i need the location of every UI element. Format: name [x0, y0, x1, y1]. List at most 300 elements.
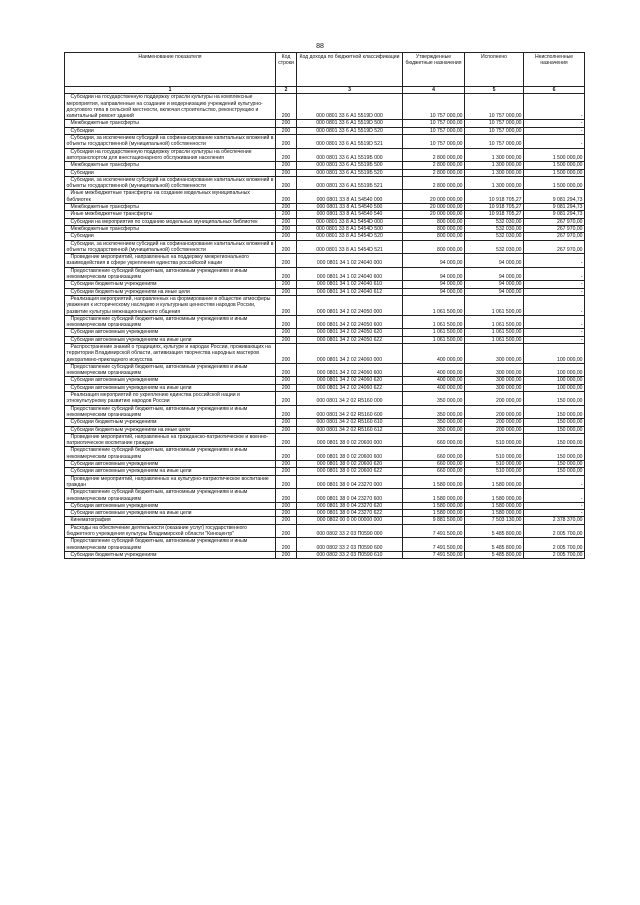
- cell-executed: 1 061 500,00: [465, 315, 524, 329]
- cell-classification-code: 000 0801 34 2 02 24060 600: [297, 363, 403, 377]
- cell-line-code: 200: [276, 281, 297, 288]
- cell-executed: 5 485 800,00: [465, 524, 524, 538]
- table-row: [65, 162, 585, 169]
- cell-approved: 20 000 000,00: [403, 190, 465, 204]
- cell-unexecuted: -: [524, 502, 585, 509]
- table-row: [65, 288, 585, 295]
- cell-executed: 510 000,00: [465, 461, 524, 468]
- cell-classification-code: 000 0801 33 8 А1 5454D 000: [297, 218, 403, 225]
- cell-executed: 1 580 000,00: [465, 502, 524, 509]
- cell-classification-code: 000 0801 33 6 А1 5519D 521: [297, 135, 403, 149]
- cell-classification-code: 000 0801 34 2 02 24050 600: [297, 315, 403, 329]
- cell-indicator-name: Субсидии: [65, 233, 276, 240]
- cell-indicator-name: Иные межбюджетные трансферты: [65, 211, 276, 218]
- cell-classification-code: 000 0801 34 1 02 24040 000: [297, 254, 403, 268]
- cell-unexecuted: -: [524, 281, 585, 288]
- cell-unexecuted: -: [524, 510, 585, 517]
- cell-classification-code: 000 0801 38 0 02 20600 620: [297, 461, 403, 468]
- cell-executed: 10 757 000,00: [465, 127, 524, 134]
- cell-line-code: 200: [276, 267, 297, 281]
- cell-unexecuted: 2 005 700,00: [524, 538, 585, 552]
- cell-unexecuted: 150 000,00: [524, 392, 585, 406]
- cell-line-code: 200: [276, 461, 297, 468]
- table-row: [65, 135, 585, 149]
- table-row: [65, 392, 585, 406]
- cell-line-code: 200: [276, 176, 297, 190]
- cell-indicator-name: Субсидии автономным учреждениям на иные цели: [65, 510, 276, 517]
- cell-approved: 400 000,00: [403, 363, 465, 377]
- cell-unexecuted: 100 000,00: [524, 377, 585, 384]
- header-indicator-name: Наименование показателя: [65, 53, 276, 87]
- cell-line-code: 200: [276, 551, 297, 558]
- cell-classification-code: 000 0801 33 8 А1 5454D 521: [297, 240, 403, 254]
- table-row: [65, 419, 585, 426]
- table-row: [65, 426, 585, 433]
- cell-indicator-name: Реализация мероприятий, направленных на формирование в обществе атмосферы уважения к историческому наследию и культурным ценностям народов России, развитие культуры межнационального общения: [65, 295, 276, 315]
- cell-unexecuted: 2 005 700,00: [524, 524, 585, 538]
- cell-approved: 660 000,00: [403, 468, 465, 475]
- table-row: [65, 433, 585, 447]
- header-row: [65, 53, 585, 87]
- cell-unexecuted: -: [524, 288, 585, 295]
- cell-indicator-name: Межбюджетные трансферты: [65, 225, 276, 232]
- cell-indicator-name: Субсидии на мероприятия по созданию модельных муниципальных библиотек: [65, 218, 276, 225]
- table-row: [65, 336, 585, 343]
- column-number: 3: [297, 87, 403, 94]
- cell-indicator-name: Реализация мероприятий по укреплению единства российской нации и этнокультурному развитию народов России: [65, 392, 276, 406]
- cell-classification-code: 000 0801 33 6 А1 5519Б 520: [297, 169, 403, 176]
- cell-unexecuted: 267 970,00: [524, 225, 585, 232]
- cell-approved: 7 491 500,00: [403, 524, 465, 538]
- cell-unexecuted: 150 000,00: [524, 461, 585, 468]
- table-row: [65, 524, 585, 538]
- cell-unexecuted: 1 500 000,00: [524, 176, 585, 190]
- cell-indicator-name: Межбюджетные трансферты: [65, 204, 276, 211]
- cell-executed: 200 000,00: [465, 419, 524, 426]
- cell-executed: 532 030,00: [465, 225, 524, 232]
- cell-indicator-name: Распространение знаний о традициях, культуре и народах России, проживающих на территории Владимирской области, активизация творчества народных мастеров декоративно-прикладного искусства: [65, 343, 276, 363]
- cell-classification-code: 000 0801 38 0 04 23270 622: [297, 510, 403, 517]
- cell-line-code: 200: [276, 204, 297, 211]
- cell-executed: 200 000,00: [465, 392, 524, 406]
- cell-executed: 1 300 000,00: [465, 169, 524, 176]
- table-row: [65, 502, 585, 509]
- table-row: [65, 405, 585, 419]
- cell-executed: 10 757 000,00: [465, 135, 524, 149]
- cell-classification-code: 000 0801 34 2 02 24060 000: [297, 343, 403, 363]
- column-number: 2: [276, 87, 297, 94]
- cell-unexecuted: 267 970,00: [524, 240, 585, 254]
- cell-indicator-name: Субсидии автономным учреждениям: [65, 329, 276, 336]
- cell-classification-code: 000 0801 34 1 02 24040 612: [297, 288, 403, 295]
- cell-unexecuted: -: [524, 94, 585, 120]
- cell-classification-code: 000 0801 38 0 04 23270 000: [297, 475, 403, 489]
- cell-executed: 532 030,00: [465, 233, 524, 240]
- cell-unexecuted: 9 081 294,73: [524, 211, 585, 218]
- cell-approved: 400 000,00: [403, 384, 465, 391]
- table-row: [65, 517, 585, 524]
- cell-classification-code: 000 0801 33 8 А1 5454D 500: [297, 225, 403, 232]
- cell-line-code: 200: [276, 510, 297, 517]
- cell-executed: 5 485 800,00: [465, 551, 524, 558]
- cell-line-code: 200: [276, 94, 297, 120]
- cell-indicator-name: Субсидии бюджетным учреждениям на иные цели: [65, 288, 276, 295]
- cell-line-code: 200: [276, 288, 297, 295]
- cell-classification-code: 000 0801 38 0 02 20600 600: [297, 447, 403, 461]
- cell-classification-code: 000 0801 34 2 02 24050 000: [297, 295, 403, 315]
- cell-indicator-name: Субсидии бюджетным учреждениям: [65, 281, 276, 288]
- cell-approved: 94 000,00: [403, 267, 465, 281]
- cell-approved: 1 061 500,00: [403, 295, 465, 315]
- table-row: [65, 94, 585, 120]
- cell-classification-code: 000 0801 34 2 02 24060 620: [297, 377, 403, 384]
- cell-line-code: 200: [276, 538, 297, 552]
- column-number: 5: [465, 87, 524, 94]
- cell-line-code: 200: [276, 405, 297, 419]
- cell-approved: 9 881 500,00: [403, 517, 465, 524]
- column-number: 6: [524, 87, 585, 94]
- cell-classification-code: 000 0801 33 6 А1 5519Б 500: [297, 162, 403, 169]
- budget-execution-table: [64, 52, 585, 559]
- cell-approved: 350 000,00: [403, 426, 465, 433]
- cell-classification-code: 000 0801 38 0 02 20600 000: [297, 433, 403, 447]
- cell-executed: 510 000,00: [465, 433, 524, 447]
- cell-executed: 1 061 500,00: [465, 336, 524, 343]
- table-row: [65, 148, 585, 162]
- cell-executed: 510 000,00: [465, 447, 524, 461]
- table-row: [65, 204, 585, 211]
- cell-approved: 1 580 000,00: [403, 475, 465, 489]
- cell-approved: 660 000,00: [403, 447, 465, 461]
- table-row: [65, 211, 585, 218]
- cell-approved: 94 000,00: [403, 281, 465, 288]
- cell-unexecuted: 150 000,00: [524, 433, 585, 447]
- cell-approved: 400 000,00: [403, 343, 465, 363]
- table-row: [65, 329, 585, 336]
- cell-approved: 1 580 000,00: [403, 502, 465, 509]
- cell-indicator-name: Проведение мероприятий, направленных на гражданско-патриотическое и военно-патриотическое воспитание граждан: [65, 433, 276, 447]
- cell-executed: 1 300 000,00: [465, 162, 524, 169]
- cell-indicator-name: Предоставление субсидий бюджетным, автономным учреждениям и иным некоммерческим организациям: [65, 538, 276, 552]
- column-number: 4: [403, 87, 465, 94]
- cell-classification-code: 000 0801 34 2 02 R5160 000: [297, 392, 403, 406]
- table-row: [65, 475, 585, 489]
- table-row: [65, 240, 585, 254]
- cell-indicator-name: Предоставление субсидий бюджетным, автономным учреждениям и иным некоммерческим организациям: [65, 267, 276, 281]
- table-row: [65, 461, 585, 468]
- cell-classification-code: 000 0802 00 0 00 00000 000: [297, 517, 403, 524]
- cell-executed: 532 030,00: [465, 218, 524, 225]
- cell-executed: 200 000,00: [465, 426, 524, 433]
- cell-approved: 350 000,00: [403, 392, 465, 406]
- table-row: [65, 315, 585, 329]
- cell-executed: 7 503 130,00: [465, 517, 524, 524]
- cell-approved: 10 757 000,00: [403, 135, 465, 149]
- cell-classification-code: 000 0801 38 0 04 23270 620: [297, 502, 403, 509]
- cell-unexecuted: -: [524, 475, 585, 489]
- cell-indicator-name: Проведение мероприятий, направленных на культурно-патриотическое воспитание граждан: [65, 475, 276, 489]
- cell-approved: 7 491 500,00: [403, 538, 465, 552]
- cell-classification-code: 000 0801 33 8 А1 54540 500: [297, 204, 403, 211]
- cell-line-code: 200: [276, 218, 297, 225]
- table-row: [65, 538, 585, 552]
- table-row: [65, 510, 585, 517]
- cell-approved: 350 000,00: [403, 419, 465, 426]
- cell-approved: 10 757 000,00: [403, 127, 465, 134]
- cell-line-code: 200: [276, 336, 297, 343]
- cell-line-code: 200: [276, 127, 297, 134]
- cell-line-code: 200: [276, 419, 297, 426]
- table-row: [65, 176, 585, 190]
- cell-executed: 94 000,00: [465, 254, 524, 268]
- cell-approved: 800 000,00: [403, 233, 465, 240]
- cell-indicator-name: Субсидии: [65, 127, 276, 134]
- cell-line-code: 200: [276, 392, 297, 406]
- cell-unexecuted: 100 000,00: [524, 384, 585, 391]
- cell-unexecuted: -: [524, 127, 585, 134]
- cell-unexecuted: 9 081 294,73: [524, 204, 585, 211]
- cell-classification-code: 000 0801 34 2 02 24050 622: [297, 336, 403, 343]
- cell-approved: 10 757 000,00: [403, 120, 465, 127]
- table-row: [65, 295, 585, 315]
- cell-unexecuted: -: [524, 135, 585, 149]
- table-row: [65, 233, 585, 240]
- cell-executed: 300 000,00: [465, 363, 524, 377]
- cell-approved: 800 000,00: [403, 218, 465, 225]
- cell-approved: 2 800 000,00: [403, 148, 465, 162]
- cell-executed: 1 580 000,00: [465, 510, 524, 517]
- cell-executed: 10 918 705,27: [465, 190, 524, 204]
- cell-executed: 10 918 705,27: [465, 204, 524, 211]
- cell-unexecuted: 2 378 370,00: [524, 517, 585, 524]
- cell-approved: 400 000,00: [403, 377, 465, 384]
- cell-executed: 300 000,00: [465, 343, 524, 363]
- cell-line-code: 200: [276, 426, 297, 433]
- cell-unexecuted: 1 500 000,00: [524, 148, 585, 162]
- cell-unexecuted: 100 000,00: [524, 343, 585, 363]
- cell-indicator-name: Предоставление субсидий бюджетным, автономным учреждениям и иным некоммерческим организациям: [65, 363, 276, 377]
- table-row: [65, 281, 585, 288]
- cell-indicator-name: Субсидии на государственную поддержку отрасли культуры на комплексные мероприятия, направленные на создание и модернизацию учреждений культурно-досугового типа в сельской местности, включая строительство, реконструкцию и капитальный ремонт зданий: [65, 94, 276, 120]
- cell-line-code: 200: [276, 329, 297, 336]
- table-row: [65, 468, 585, 475]
- cell-unexecuted: 9 081 294,73: [524, 190, 585, 204]
- table-row: [65, 489, 585, 503]
- cell-classification-code: 000 0802 33 2 03 П0590 610: [297, 551, 403, 558]
- cell-line-code: 200: [276, 363, 297, 377]
- cell-classification-code: 000 0801 34 2 02 R5160 612: [297, 426, 403, 433]
- cell-executed: 300 000,00: [465, 377, 524, 384]
- cell-classification-code: 000 0802 33 2 03 П0590 600: [297, 538, 403, 552]
- cell-unexecuted: -: [524, 295, 585, 315]
- cell-approved: 20 000 000,00: [403, 211, 465, 218]
- cell-line-code: 200: [276, 233, 297, 240]
- cell-approved: 800 000,00: [403, 225, 465, 232]
- cell-unexecuted: -: [524, 336, 585, 343]
- cell-indicator-name: Субсидии, за исключением субсидий на софинансирование капитальных вложений в объекты государственной (муниципальной) собственности: [66, 176, 274, 190]
- cell-approved: 1 580 000,00: [403, 489, 465, 503]
- table-row: [65, 190, 585, 204]
- cell-approved: 1 061 500,00: [403, 329, 465, 336]
- cell-classification-code: 000 0801 34 1 02 24040 610: [297, 281, 403, 288]
- cell-unexecuted: 150 000,00: [524, 468, 585, 475]
- cell-unexecuted: 150 000,00: [524, 405, 585, 419]
- cell-line-code: 200: [276, 211, 297, 218]
- cell-indicator-name: Межбюджетные трансферты: [65, 162, 276, 169]
- column-number: 1: [65, 87, 276, 94]
- cell-indicator-name: Субсидии, за исключением субсидий на софинансирование капитальных вложений в объекты государственной (муниципальной) собственности: [66, 240, 274, 253]
- cell-indicator-name: Субсидии бюджетным учреждениям: [65, 551, 276, 558]
- cell-approved: 20 000 000,00: [403, 204, 465, 211]
- cell-executed: 10 918 705,27: [465, 211, 524, 218]
- cell-line-code: 200: [276, 162, 297, 169]
- cell-indicator-name: Межбюджетные трансферты: [65, 120, 276, 127]
- cell-classification-code: 000 0801 33 6 А1 5519D 500: [297, 120, 403, 127]
- cell-indicator-name: Проведение мероприятий, направленных на поддержку межрегионального взаимодействия в сфере укрепления единства российской нации: [65, 254, 276, 268]
- cell-approved: 7 491 500,00: [403, 551, 465, 558]
- cell-unexecuted: 150 000,00: [524, 419, 585, 426]
- cell-indicator-name: Субсидии автономным учреждениям: [65, 502, 276, 509]
- cell-approved: 660 000,00: [403, 433, 465, 447]
- cell-line-code: 200: [276, 225, 297, 232]
- cell-executed: 94 000,00: [465, 267, 524, 281]
- cell-line-code: 200: [276, 475, 297, 489]
- cell-executed: 1 300 000,00: [465, 148, 524, 162]
- cell-executed: 532 030,00: [465, 240, 524, 254]
- cell-classification-code: 000 0801 33 6 А1 5519Б 521: [297, 176, 403, 190]
- cell-line-code: 200: [276, 447, 297, 461]
- table-row: [65, 363, 585, 377]
- table-row: [65, 225, 585, 232]
- page-number: 88: [316, 43, 324, 50]
- table-row: [65, 551, 585, 558]
- cell-classification-code: 000 0802 33 2 03 П0590 000: [297, 524, 403, 538]
- cell-indicator-name: Иные межбюджетные трансферты на создание модельных муниципальных библиотек: [65, 190, 276, 204]
- cell-executed: 94 000,00: [465, 281, 524, 288]
- cell-approved: 350 000,00: [403, 405, 465, 419]
- cell-executed: 1 580 000,00: [465, 489, 524, 503]
- cell-approved: 2 800 000,00: [403, 162, 465, 169]
- cell-line-code: 200: [276, 517, 297, 524]
- header-classification-code: Код дохода по бюджетной классификации: [297, 53, 403, 87]
- cell-executed: 1 580 000,00: [465, 475, 524, 489]
- cell-classification-code: 000 0801 34 2 02 R5160 600: [297, 405, 403, 419]
- cell-classification-code: 000 0801 33 6 А1 5519Б 000: [297, 148, 403, 162]
- cell-classification-code: 000 0801 33 6 А1 5519D 520: [297, 127, 403, 134]
- header-unexecuted: Неисполненные назначения: [524, 53, 585, 87]
- cell-unexecuted: 2 005 700,00: [524, 551, 585, 558]
- cell-executed: 10 757 000,00: [465, 94, 524, 120]
- cell-classification-code: 000 0801 33 8 А1 5454D 520: [297, 233, 403, 240]
- cell-line-code: 200: [276, 343, 297, 363]
- cell-line-code: 200: [276, 384, 297, 391]
- table-row: [65, 343, 585, 363]
- table-row: [65, 254, 585, 268]
- cell-line-code: 200: [276, 377, 297, 384]
- cell-approved: 1 061 500,00: [403, 336, 465, 343]
- header-executed: Исполнено: [465, 53, 524, 87]
- cell-indicator-name: Субсидии бюджетным учреждениям на иные цели: [65, 426, 276, 433]
- cell-line-code: 200: [276, 295, 297, 315]
- cell-executed: 200 000,00: [465, 405, 524, 419]
- cell-unexecuted: 267 970,00: [524, 218, 585, 225]
- cell-unexecuted: 267 970,00: [524, 233, 585, 240]
- cell-unexecuted: -: [524, 267, 585, 281]
- cell-indicator-name: Субсидии автономным учреждениям на иные цели: [65, 384, 276, 391]
- cell-line-code: 200: [276, 468, 297, 475]
- cell-approved: 2 800 000,00: [403, 176, 465, 190]
- table-row: [65, 384, 585, 391]
- column-number-row: [65, 87, 585, 94]
- cell-executed: 10 757 000,00: [465, 120, 524, 127]
- cell-unexecuted: 150 000,00: [524, 426, 585, 433]
- cell-approved: 1 580 000,00: [403, 510, 465, 517]
- cell-classification-code: 000 0801 34 1 02 24040 600: [297, 267, 403, 281]
- cell-approved: 10 757 000,00: [403, 94, 465, 120]
- cell-executed: 94 000,00: [465, 288, 524, 295]
- cell-unexecuted: -: [524, 315, 585, 329]
- cell-classification-code: 000 0801 33 8 А1 54540 000: [297, 190, 403, 204]
- cell-line-code: 200: [276, 135, 297, 149]
- cell-line-code: 200: [276, 502, 297, 509]
- cell-line-code: 200: [276, 254, 297, 268]
- table-row: [65, 169, 585, 176]
- cell-executed: 510 000,00: [465, 468, 524, 475]
- cell-indicator-name: Субсидии на государственную поддержку отрасли культуры на обеспечение автотранспортом для внестационарного обслуживания населения: [65, 148, 276, 162]
- cell-approved: 660 000,00: [403, 461, 465, 468]
- cell-indicator-name: Предоставление субсидий бюджетным, автономным учреждениям и иным некоммерческим организациям: [65, 447, 276, 461]
- cell-unexecuted: 150 000,00: [524, 447, 585, 461]
- cell-classification-code: 000 0801 34 2 02 24050 620: [297, 329, 403, 336]
- cell-indicator-name: Кинематография: [65, 517, 276, 524]
- table-row: [65, 377, 585, 384]
- cell-executed: 5 485 800,00: [465, 538, 524, 552]
- cell-indicator-name: Расходы на обеспечение деятельности (оказание услуг) государственного бюджетного учреждения культуры Владимирской области "Киноцентр": [65, 524, 276, 538]
- cell-classification-code: 000 0801 33 6 А1 5519D 000: [297, 94, 403, 120]
- cell-approved: 2 800 000,00: [403, 169, 465, 176]
- cell-unexecuted: 1 500 000,00: [524, 162, 585, 169]
- cell-line-code: 200: [276, 120, 297, 127]
- table-row: [65, 120, 585, 127]
- cell-line-code: 200: [276, 169, 297, 176]
- table-row: [65, 127, 585, 134]
- cell-approved: 800 000,00: [403, 240, 465, 254]
- cell-line-code: 200: [276, 433, 297, 447]
- cell-indicator-name: Субсидии, за исключением субсидий на софинансирование капитальных вложений в объекты государственной (муниципальной) собственности: [66, 135, 274, 148]
- cell-indicator-name: Предоставление субсидий бюджетным, автономным учреждениям и иным некоммерческим организациям: [65, 405, 276, 419]
- cell-unexecuted: -: [524, 120, 585, 127]
- cell-classification-code: 000 0801 34 2 02 24060 622: [297, 384, 403, 391]
- cell-indicator-name: Субсидии автономным учреждениям на иные цели: [65, 336, 276, 343]
- cell-approved: 1 061 500,00: [403, 315, 465, 329]
- cell-line-code: 200: [276, 489, 297, 503]
- cell-indicator-name: Субсидии автономным учреждениям: [65, 461, 276, 468]
- cell-indicator-name: Субсидии: [65, 169, 276, 176]
- cell-line-code: 200: [276, 524, 297, 538]
- cell-line-code: 200: [276, 190, 297, 204]
- cell-approved: 94 000,00: [403, 254, 465, 268]
- cell-classification-code: 000 0801 34 2 02 R5160 610: [297, 419, 403, 426]
- cell-indicator-name: Субсидии автономным учреждениям на иные цели: [65, 468, 276, 475]
- cell-unexecuted: -: [524, 489, 585, 503]
- cell-classification-code: 000 0801 33 8 А1 54540 540: [297, 211, 403, 218]
- cell-unexecuted: 1 500 000,00: [524, 169, 585, 176]
- cell-unexecuted: -: [524, 329, 585, 336]
- cell-executed: 1 061 500,00: [465, 329, 524, 336]
- cell-classification-code: 000 0801 38 0 02 20600 622: [297, 468, 403, 475]
- cell-classification-code: 000 0801 38 0 04 23270 600: [297, 489, 403, 503]
- cell-indicator-name: Предоставление субсидий бюджетным, автономным учреждениям и иным некоммерческим организациям: [65, 315, 276, 329]
